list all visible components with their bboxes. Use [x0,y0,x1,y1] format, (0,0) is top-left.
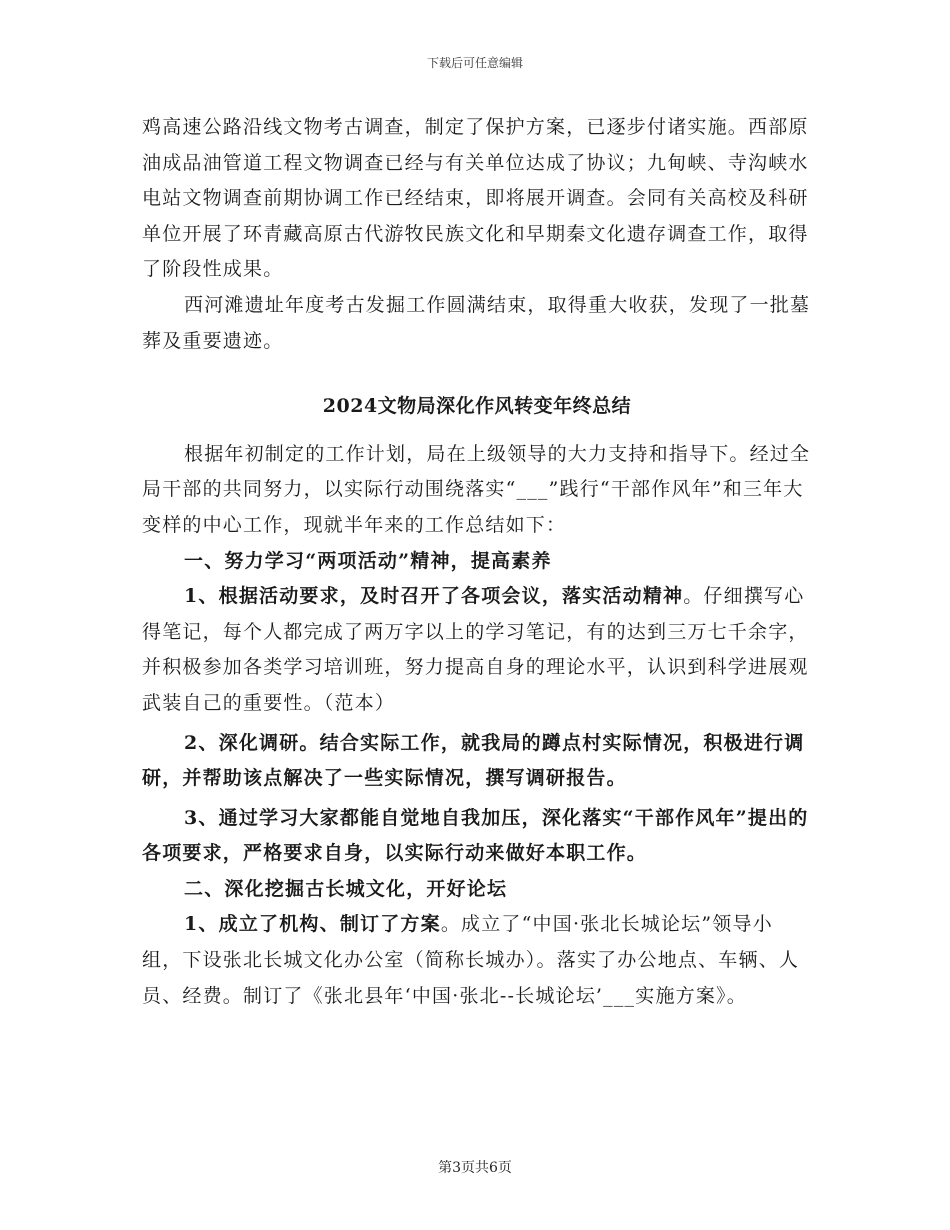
paragraph-survey: 鸡高速公路沿线文物考古调查，制定了保护方案，已逐步付诸实施。西部原油成品油管道工程文物调查已经与有关单位达成了协议；九甸峡、寺沟峡水电站文物调查前期协调工作已经结束，即将展开调查。会同有关高校及科研单位开展了环青藏高原古代游牧民族文化和早期秦文化遗存调查工作，取得了阶段性成果。 [142,116,809,281]
page-header: 下载后可任意编辑 [426,56,523,70]
paragraph-item-4 [142,907,812,1014]
item-1-lead: 1、根据活动要求，及时召开了各项会议，落实活动精神 [184,585,684,608]
document-body [142,110,812,1014]
paragraph-intro: 根据年初制定的工作计划，局在上级领导的大力支持和指导下。经过全局干部的共同努力，以实际行动围绕落实“___”践行“干部作风年”和三年大变样的中心工作，现就半年来的工作总结如下： [142,442,811,536]
section-title: 2024文物局深化作风转变年终总结 [322,395,632,418]
paragraph-excavation: 西河滩遗址年度考古发掘工作圆满结束，取得重大收获，发现了一批墓葬及重要遗迹。 [142,293,811,352]
heading-study: 一、努力学习“两项活动”精神，提高素养 [184,549,552,572]
heading-great-wall: 二、深化挖掘古长城文化，开好论坛 [184,877,508,900]
page-footer: 第3页共6页 [438,1160,512,1176]
paragraph-item-1 [142,579,812,721]
item-4-text: 。成立了“中国·张北长城论坛”领导小组，下设张北长城文化办公室（简称长城办）。落实了办公地点、车辆、人员、经费。制订了《张北县年‘中国·张北--长城论坛’___实施方案》。 [142,913,800,1007]
paragraph-item-2: 2、深化调研。结合实际工作，就我局的蹲点村实际情况，积极进行调研，并帮助该点解决了一些实际情况，撰写调研报告。 [142,731,805,790]
item-1-text: 。仔细撰写心得笔记，每个人都完成了两万字以上的学习笔记，有的达到三万七千余字，并积极参加各类学习培训班，努力提高自身的理论水平，认识到科学进展观武装自己的重要性。（范本） [142,585,809,714]
paragraph-item-3: 3、通过学习大家都能自觉地自我加压，深化落实“干部作风年”提出的各项要求，严格要求自身，以实际行动来做好本职工作。 [142,806,809,865]
item-4-lead: 1、成立了机构、制订了方案 [184,913,441,936]
